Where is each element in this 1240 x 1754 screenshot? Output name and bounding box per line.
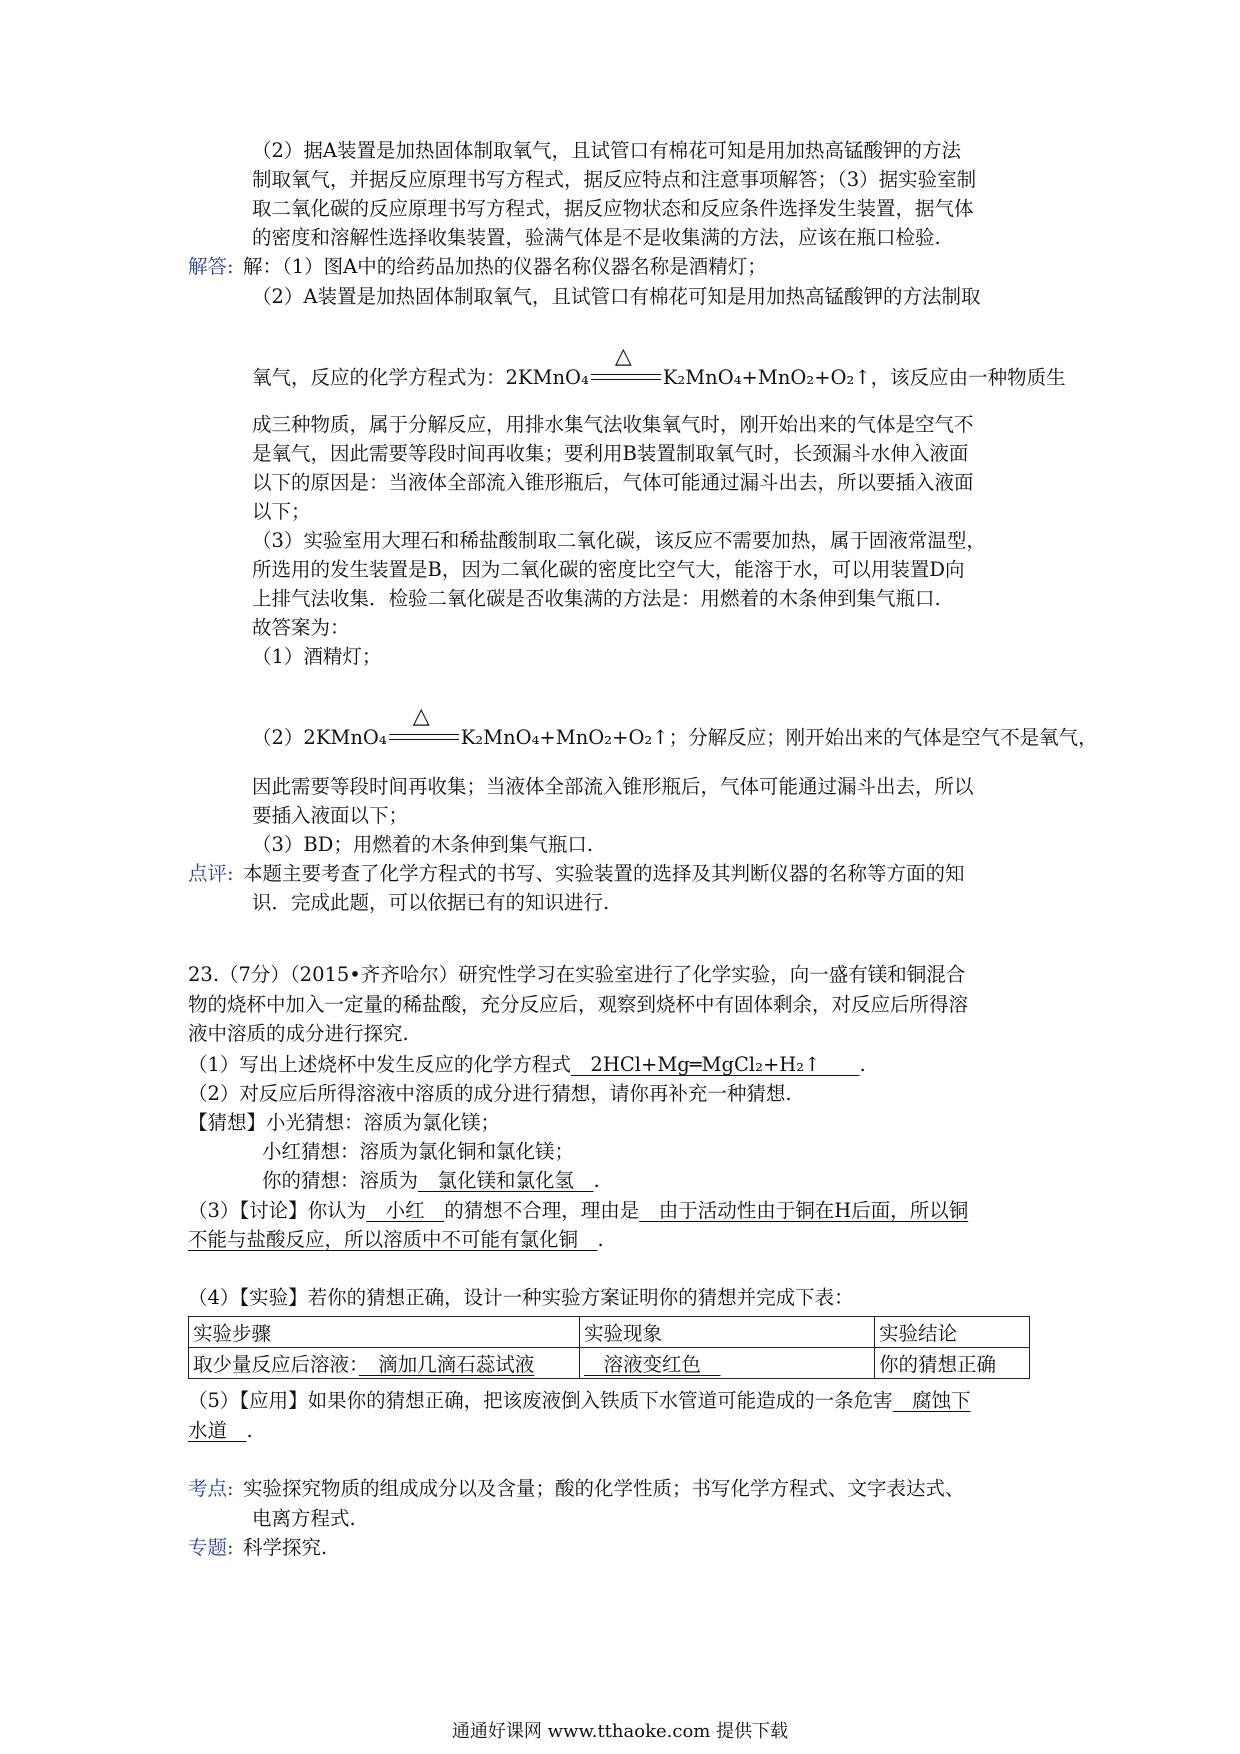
zhuanti-label: 专题: [188, 1536, 234, 1559]
comment-line: 识．完成此题，可以依据已有的知识进行. [252, 891, 610, 914]
step-answer: 滴加几滴石蕊试液 [358, 1353, 535, 1376]
part-2: （2）对反应后所得溶液中溶质的成分进行猜想，请你再补充一种猜想. [188, 1082, 792, 1105]
part-1-text: （1）写出上述烧杯中发生反应的化学方程式 [188, 1053, 571, 1076]
comment-line: 本题主要考查了化学方程式的书写、实验装置的选择及其判断仪器的名称等方面的知 [243, 862, 965, 885]
answer-line: 成三种物质，属于分解反应，用排水集气法收集氧气时，刚开始出来的气体是空气不 [252, 413, 974, 436]
answer-line: 以下； [252, 500, 311, 523]
table-header: 实验步骤 [189, 1317, 580, 1348]
kaodian-line: 实验探究物质的组成成分以及含量；酸的化学性质；书写化学方程式、文字表达式、 [243, 1477, 965, 1500]
part-1-end: . [859, 1053, 866, 1076]
heat-arrow-icon: △ [591, 354, 661, 384]
part-5-answer: 水道 [188, 1419, 247, 1442]
equation-line [252, 704, 1098, 751]
equation-prefix: 氧气，反应的化学方程式为：2KMnO₄ [252, 366, 589, 389]
answer-line: （3）实验室用大理石和稀盐酸制取二氧化碳，该反应不需要加热，属于固液常温型， [252, 529, 986, 552]
page-footer: 通通好课网 www.tthaoke.com 提供下载 [451, 1721, 789, 1742]
part-3 [188, 1198, 968, 1224]
guess-3-end: . [593, 1169, 600, 1192]
answer-line: （2）A装置是加热固体制取氧气，且试管口有棉花可知是用加热高锰酸钾的方法制取 [252, 285, 981, 308]
part-5-end: . [246, 1419, 253, 1442]
answer-line: （1）酒精灯； [252, 645, 382, 668]
part-3-reason: 不能与盐酸反应，所以溶质中不可能有氯化铜 [188, 1228, 598, 1251]
part-3-cont [188, 1227, 604, 1253]
part-3-text: （3）【讨论】你认为 [188, 1199, 367, 1222]
part-3-reason: 由于活动性由于铜在H后面，所以铜 [639, 1199, 969, 1222]
experiment-table [188, 1316, 1030, 1379]
guess-1: 【猜想】小光猜想：溶质为氯化镁； [188, 1111, 501, 1134]
answer-line: 上排气法收集．检验二氧化碳是否收集满的方法是：用燃着的木条伸到集气瓶口. [252, 587, 941, 610]
step-text: 取少量反应后溶液： [193, 1353, 359, 1376]
table-row [189, 1348, 1030, 1379]
answer-line: 所选用的发生装置是B，因为二氧化碳的密度比空气大，能溶于水，可以用装置D向 [252, 558, 965, 581]
part-5-cont [188, 1418, 253, 1444]
answer-line: 是氧气，因此需要等段时间再收集；要利用B装置制取氧气时，长颈漏斗水伸入液面 [252, 442, 969, 465]
guess-2: 小红猜想：溶质为氯化铜和氯化镁； [262, 1140, 575, 1163]
equation-prefix: （2）2KMnO₄ [252, 726, 387, 749]
answer-line: 解：（1）图A中的给药品加热的仪器名称仪器名称是酒精灯； [243, 255, 767, 278]
part-1 [188, 1052, 866, 1078]
equation-line [252, 344, 1066, 391]
question-stem: 物的烧杯中加入一定量的稀盐酸，充分反应后，观察到烧杯中有固体剩余，对反应后所得溶 [188, 993, 969, 1016]
part-1-answer: 2HCl+Mg═MgCl₂+H₂↑ [570, 1053, 860, 1076]
equation-suffix: K₂MnO₄+MnO₂+O₂↑；分解反应；刚开始出来的气体是空气不是氧气， [460, 726, 1098, 749]
analysis-line: 取二氧化碳的反应原理书写方程式，据反应物状态和反应条件选择发生装置，据气体 [252, 197, 974, 220]
analysis-line: 的密度和溶解性选择收集装置，验满气体是不是收集满的方法，应该在瓶口检验. [252, 226, 941, 249]
heat-arrow-icon: △ [389, 714, 459, 744]
table-header: 实验现象 [580, 1317, 875, 1348]
part-3-answer: 小红 [366, 1199, 445, 1222]
table-cell-phenomenon [580, 1348, 875, 1379]
answer-line: （3）BD；用燃着的木条伸到集气瓶口. [252, 833, 594, 856]
comment-label: 点评: [188, 862, 234, 885]
question-stem: 23.（7分）（2015•齐齐哈尔）研究性学习在实验室进行了化学实验，向一盛有镁和铜混合 [188, 963, 966, 986]
part-3-text: 的猜想不合理，理由是 [444, 1199, 640, 1222]
part-5 [188, 1388, 971, 1414]
table-cell-step [189, 1348, 580, 1379]
zhuanti-line: 科学探究. [243, 1536, 328, 1559]
table-cell-conclusion: 你的猜想正确 [875, 1348, 1030, 1379]
table-header: 实验结论 [875, 1317, 1030, 1348]
part-5-text: （5）【应用】如果你的猜想正确，把该废液倒入铁质下水管道可能造成的一条危害 [188, 1389, 893, 1412]
table-header-row [189, 1317, 1030, 1348]
answer-line: 要插入液面以下； [252, 804, 409, 827]
guess-3-text: 你的猜想：溶质为 [262, 1169, 419, 1192]
part-3-end: . [597, 1228, 604, 1251]
guess-3 [262, 1168, 600, 1194]
kaodian-line: 电离方程式. [252, 1507, 356, 1530]
analysis-line: （2）据A装置是加热固体制取氧气，且试管口有棉花可知是用加热高锰酸钾的方法 [252, 139, 961, 162]
question-stem: 液中溶质的成分进行探究. [188, 1022, 409, 1045]
part-5-answer: 腐蚀下 [892, 1389, 971, 1412]
phenomenon-answer: 溶液变红色 [584, 1353, 721, 1376]
answer-label: 解答: [188, 255, 234, 278]
kaodian-label: 考点: [188, 1477, 234, 1500]
answer-line: 因此需要等段时间再收集；当液体全部流入锥形瓶后，气体可能通过漏斗出去，所以 [252, 775, 974, 798]
answer-line: 故答案为： [252, 616, 350, 639]
part-4: （4）【实验】若你的猜想正确，设计一种实验方案证明你的猜想并完成下表： [188, 1286, 854, 1309]
equation-suffix: K₂MnO₄+MnO₂+O₂↑，该反应由一种物质生 [662, 366, 1066, 389]
guess-3-answer: 氯化镁和氯化氢 [418, 1169, 594, 1192]
analysis-line: 制取氧气，并据反应原理书写方程式，据反应特点和注意事项解答；（3）据实验室制 [252, 168, 977, 191]
answer-line: 以下的原因是：当液体全部流入锥形瓶后，气体可能通过漏斗出去，所以要插入液面 [252, 471, 974, 494]
